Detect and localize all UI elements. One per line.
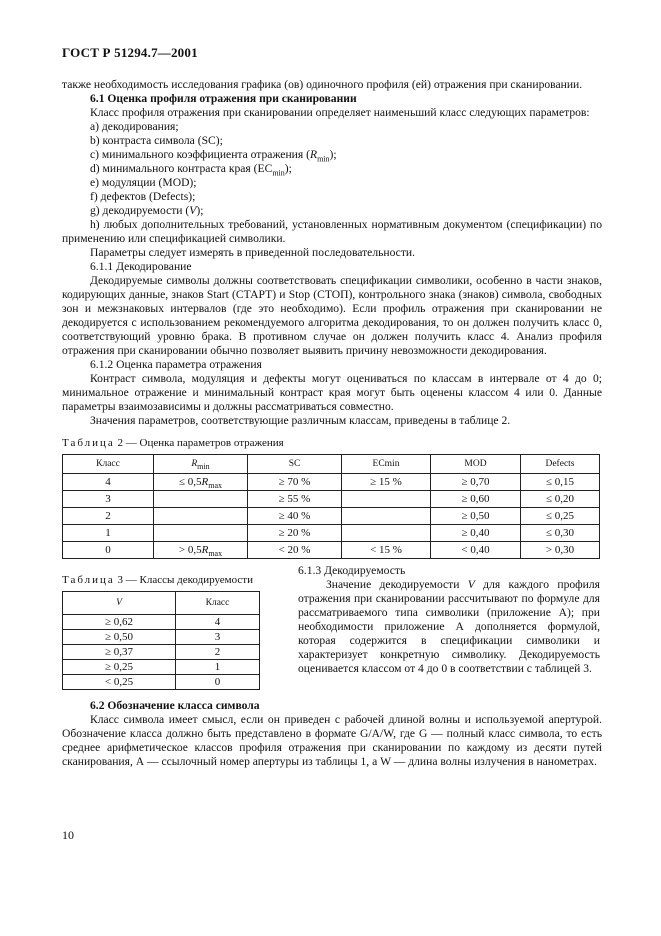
table-row: [63, 675, 260, 690]
cell-ecmin: [342, 491, 431, 508]
table-3: [62, 591, 260, 690]
table-2-caption: Таблица 2 — Оценка параметров отражения: [62, 437, 284, 449]
cell-v: ≥ 0,37: [63, 645, 176, 660]
col-header-mod: MOD: [431, 455, 521, 474]
table-header-row: [63, 592, 260, 615]
cell-mod: ≥ 0,40: [431, 525, 521, 542]
cell-ecmin: [342, 508, 431, 525]
section-6-1-2-heading: 6.1.2 Оценка параметра отражения: [90, 358, 262, 371]
section-6-1-3-block: [298, 565, 600, 676]
list-item-a: а) декодирования;: [90, 120, 179, 133]
cell-sc: ≥ 70 %: [248, 474, 342, 491]
cell-v: ≥ 0,62: [63, 615, 176, 630]
col-header-defects: Defects: [521, 455, 600, 474]
list-item-h: h) любых дополнительных требований, установленных нормативным документом (спецификации) по применению или спецификацией символики.: [62, 218, 602, 245]
list-item-f: f) дефектов (Defects);: [90, 190, 196, 203]
list-item-c: с) минимального коэффициента отражения $(R_{min})$;: [90, 148, 337, 164]
table-row: [63, 660, 260, 675]
col-header-v: V: [63, 592, 176, 615]
cell-defects: ≤ 0,25: [521, 508, 600, 525]
cell-class: 2: [176, 645, 260, 660]
section-6-1-2-text: Контраст символа, модуляция и дефекты могут оцениваться по классам в интервале от 4 до 0; минимальное отражение и минимальный контраст края могут быть оценены классом 4 или 0. Данные параметры взаимозависимы и должны рассматриваться совместно.: [62, 372, 602, 413]
table-row: [63, 525, 600, 542]
cell-rmin: ≤ $0,5R_{max}$: [154, 474, 248, 491]
cell-rmin: [154, 525, 248, 542]
cell-mod: ≥ 0,50: [431, 508, 521, 525]
cell-sc: ≥ 20 %: [248, 525, 342, 542]
cell-defects: > 0,30: [521, 542, 600, 559]
col-header-rmin: $R_{min}$: [154, 455, 248, 474]
section-6-1-intro: Класс профиля отражения при сканировании определяет наименьший класс следующих параметров:: [90, 106, 590, 119]
list-item-g: g) декодируемости (V);: [90, 204, 204, 217]
section-6-1-1-text: Декодируемые символы должны соответствовать спецификации символики, особенно в части знаков, кодирующих данные, знаков Start (СТАРТ) и Stop (СТОП), контрольного знака (знаков) символа, свободных зон и межзнаковых интервалов (где это необходимо). Если профиль отражения при сканировании не декодируется с использованием рекомендуемого алгоритма декодирования, то он должен получить класс 0, соответствующий уровню брака. В противном случае он должен получить класс 4. Анализ профиля отражения при сканировании обычно позволяет выявить причину невозможности декодирования.: [62, 274, 602, 357]
list-item-d: d) минимального контраста края $(EC_{min})$;: [90, 162, 292, 178]
list-item-b: b) контраста символа (SC);: [90, 134, 223, 147]
cell-class: 0: [176, 675, 260, 690]
cell-class: 3: [176, 630, 260, 645]
table-3-caption: Таблица 3 — Классы декодируемости: [62, 574, 253, 586]
cell-sc: < 20 %: [248, 542, 342, 559]
cell-defects: ≤ 0,15: [521, 474, 600, 491]
col-header-ecmin: ECmin: [342, 455, 431, 474]
table-row: [63, 645, 260, 660]
table-row: [63, 491, 600, 508]
cell-ecmin: < 15 %: [342, 542, 431, 559]
table-row: [63, 630, 260, 645]
table-row: [63, 474, 600, 491]
table-2: [62, 454, 600, 559]
col-header-class: Класс: [176, 592, 260, 615]
page-number: 10: [62, 828, 74, 842]
cell-mod: ≥ 0,70: [431, 474, 521, 491]
section-6-1-1-heading: 6.1.1 Декодирование: [90, 260, 192, 273]
cell-class: 3: [63, 491, 154, 508]
cell-rmin: [154, 491, 248, 508]
cell-defects: ≤ 0,20: [521, 491, 600, 508]
cell-mod: ≥ 0,60: [431, 491, 521, 508]
col-header-sc: SC: [248, 455, 342, 474]
col-header-class: Класс: [63, 455, 154, 474]
cell-class: 1: [63, 525, 154, 542]
cell-v: ≥ 0,50: [63, 630, 176, 645]
section-6-1-heading: 6.1 Оценка профиля отражения при сканировании: [90, 92, 357, 105]
paragraph-order: Параметры следует измерять в приведенной последовательности.: [90, 246, 415, 259]
cell-class: 1: [176, 660, 260, 675]
section-6-2-text: Класс символа имеет смысл, если он приведен с рабочей длиной волны и используемой апертурой. Обозначение класса должно быть представлено в формате G/A/W, где G — полный класс символа, то есть среднее арифметическое классов профиля отражения при сканировании по каждому из десяти путей сканирования, А — ссылочный номер апертуры из таблицы 1, а W — длина волны излучения в нанометрах.: [62, 713, 602, 768]
cell-ecmin: [342, 525, 431, 542]
paragraph-continuation: также необходимость исследования графика (ов) одиночного профиля (ей) отражения при сканировании.: [62, 78, 583, 91]
cell-v: < 0,25: [63, 675, 176, 690]
document-header: ГОСТ Р 51294.7—2001: [62, 45, 198, 60]
section-6-1-3-text: Значение декодируемости V для каждого профиля отражения при сканировании рассчитывают по формуле для рассматриваемого типа символики (приложение А); при необходимости приложение А дополняется формулой, которая содержится в спецификации символики и характеризует конкретную символику. Декодируемость оценивается классом от 4 до 0 в соответствии с таблицей 3.: [298, 578, 600, 675]
cell-defects: ≤ 0,30: [521, 525, 600, 542]
table-3-block: [62, 565, 288, 690]
cell-mod: < 0,40: [431, 542, 521, 559]
cell-sc: ≥ 55 %: [248, 491, 342, 508]
list-item-e: е) модуляции (MOD);: [90, 176, 197, 189]
text-flow: [62, 78, 602, 769]
cell-class: 4: [63, 474, 154, 491]
section-6-1-3-heading: 6.1.3 Декодируемость: [298, 564, 406, 577]
cell-rmin: [154, 508, 248, 525]
cell-class: 4: [176, 615, 260, 630]
cell-class: 2: [63, 508, 154, 525]
cell-rmin: > $0,5R_{max}$: [154, 542, 248, 559]
table-row: [63, 542, 600, 559]
cell-sc: ≥ 40 %: [248, 508, 342, 525]
two-column-block: [62, 565, 602, 691]
section-6-1-2-table-ref: Значения параметров, соответствующие различным классам, приведены в таблице 2.: [90, 414, 511, 427]
table-row: [63, 508, 600, 525]
cell-ecmin: ≥ 15 %: [342, 474, 431, 491]
cell-v: ≥ 0,25: [63, 660, 176, 675]
table-row: [63, 615, 260, 630]
table-header-row: [63, 455, 600, 474]
section-6-2-heading: 6.2 Обозначение класса символа: [90, 699, 260, 712]
cell-class: 0: [63, 542, 154, 559]
